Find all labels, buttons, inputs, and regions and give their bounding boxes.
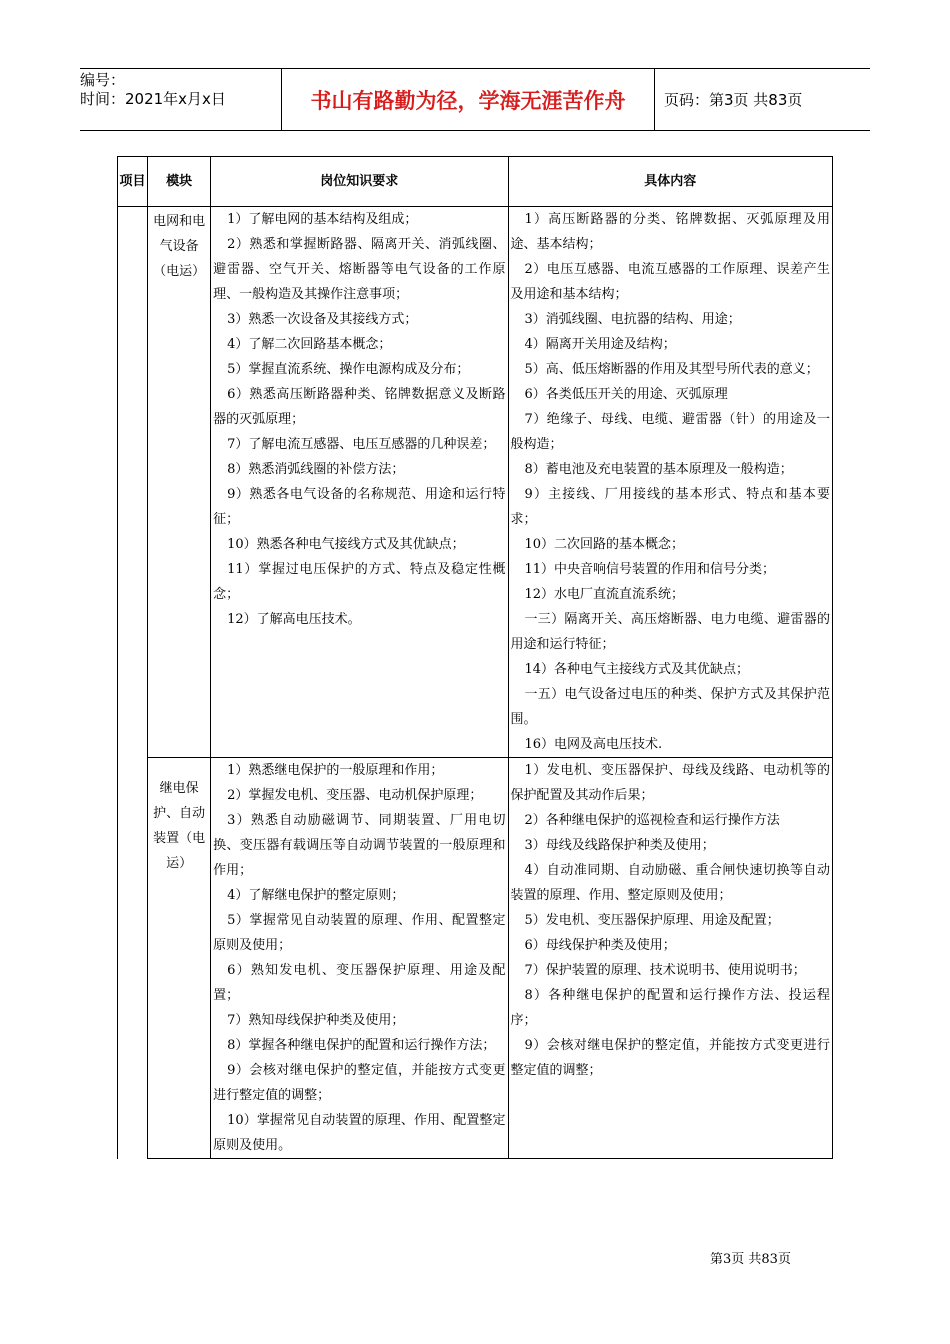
list-item: 16）电网及高电压技术. <box>524 737 663 752</box>
list-item: 2）电压互感器、电流互感器的工作原理、误差产生及用途和基本结构； <box>510 262 830 302</box>
list-item: 9）会核对继电保护的整定值，并能按方式变更进行整定值的调整； <box>510 1038 830 1078</box>
knowledge-table <box>117 156 833 1159</box>
header-page-label: 页码：第3页 共83页 <box>664 91 803 109</box>
list-item: 7）了解电流互感器、电压互感器的几种误差； <box>227 437 496 452</box>
list-item: 7）熟知母线保护种类及使用； <box>227 1013 405 1028</box>
list-item: 6）熟悉高压断路器种类、铭牌数据意义及断路器的灭弧原理； <box>213 387 506 427</box>
list-item: 4）了解继电保护的整定原则； <box>227 888 405 903</box>
list-item: 6）母线保护种类及使用； <box>524 938 676 953</box>
list-item: 6）各类低压开关的用途、灭弧原理 <box>524 387 728 402</box>
list-item: 3）消弧线圈、电抗器的结构、用途； <box>524 312 741 327</box>
list-item: 11）掌握过电压保护的方式、特点及稳定性概念； <box>213 562 506 602</box>
list-item: 4）隔离开关用途及结构； <box>524 337 676 352</box>
list-item: 10）掌握常见自动装置的原理、作用、配置整定原则及使用。 <box>213 1113 506 1153</box>
table-header-row <box>118 157 833 207</box>
time-label: 时间：2021年x月x日 <box>80 90 226 108</box>
column-header-item: 项目 <box>118 157 148 207</box>
list-item: 一五）电气设备过电压的种类、保护方式及其保护范围。 <box>510 687 830 727</box>
list-item: 7）绝缘子、母线、电缆、避雷器（针）的用途及一般构造； <box>510 412 830 452</box>
list-item: 10）二次回路的基本概念； <box>524 537 685 552</box>
details-cell <box>508 207 832 758</box>
page-header <box>80 68 870 131</box>
page-footer: 第3页 共83页 <box>710 1252 791 1267</box>
list-item: 11）中央音响信号装置的作用和信号分类； <box>524 562 776 577</box>
list-item: 1）发电机、变压器保护、母线及线路、电动机等的保护配置及其动作后果； <box>510 763 830 803</box>
list-item: 12）了解高电压技术。 <box>227 612 361 627</box>
list-item: 8）掌握各种继电保护的配置和运行操作方法； <box>227 1038 496 1053</box>
list-item: 1）了解电网的基本结构及组成； <box>227 212 418 227</box>
list-item: 5）掌握直流系统、操作电源构成及分布； <box>227 362 470 377</box>
list-item: 3）熟悉自动励磁调节、同期装置、厂用电切换、变压器有载调压等自动调节装置的一般原理和作用； <box>213 813 506 878</box>
list-item: 7）保护装置的原理、技术说明书、使用说明书； <box>524 963 806 978</box>
list-item: 9）会核对继电保护的整定值，并能按方式变更进行整定值的调整； <box>213 1063 506 1103</box>
item-cell <box>118 207 148 1159</box>
details-cell <box>508 758 832 1159</box>
list-item: 4）自动准同期、自动励磁、重合闸快速切换等自动装置的原理、作用、整定原则及使用； <box>510 863 830 903</box>
header-motto: 书山有路勤为径，学海无涯苦作舟 <box>310 88 626 113</box>
list-item: 3）母线及线路保护种类及使用； <box>524 838 715 853</box>
list-item: 2）各种继电保护的巡视检查和运行操作方法 <box>524 813 780 828</box>
column-header-details: 具体内容 <box>508 157 832 207</box>
requirements-cell <box>211 758 508 1159</box>
list-item: 8）熟悉消弧线圈的补偿方法； <box>227 462 405 477</box>
list-item: 3）熟悉一次设备及其接线方式； <box>227 312 418 327</box>
module-cell: 电网和电气设备（电运） <box>148 207 211 758</box>
header-meta <box>80 69 280 132</box>
module-cell: 继电保护、自动装置（电运） <box>148 758 211 1159</box>
list-item: 8）蓄电池及充电装置的基本原理及一般构造； <box>524 462 793 477</box>
list-item: 9）熟悉各电气设备的名称规范、用途和运行特征； <box>213 487 506 527</box>
list-item: 9）主接线、厂用接线的基本形式、特点和基本要求； <box>510 487 830 527</box>
number-label: 编号： <box>80 71 126 89</box>
table-row <box>118 207 833 758</box>
list-item: 14）各种电气主接线方式及其优缺点； <box>524 662 750 677</box>
list-item: 4）了解二次回路基本概念； <box>227 337 392 352</box>
list-item: 2）掌握发电机、变压器、电动机保护原理； <box>227 788 483 803</box>
list-item: 5）高、低压熔断器的作用及其型号所代表的意义； <box>524 362 819 377</box>
table-row <box>118 758 833 1159</box>
list-item: 12）水电厂直流直流系统； <box>524 587 685 602</box>
list-item: 5）掌握常见自动装置的原理、作用、配置整定原则及使用； <box>213 913 506 953</box>
requirements-cell <box>211 207 508 758</box>
header-divider <box>654 69 655 130</box>
list-item: 8）各种继电保护的配置和运行操作方法、投运程序； <box>510 988 830 1028</box>
list-item: 1）熟悉继电保护的一般原理和作用； <box>227 763 444 778</box>
list-item: 5）发电机、变压器保护原理、用途及配置； <box>524 913 780 928</box>
list-item: 2）熟悉和掌握断路器、隔离开关、消弧线圈、避雷器、空气开关、熔断器等电气设备的工作原理、一般构造及其操作注意事项； <box>213 237 506 302</box>
list-item: 10）熟悉各种电气接线方式及其优缺点； <box>227 537 465 552</box>
list-item: 1）高压断路器的分类、铭牌数据、灭弧原理及用途、基本结构； <box>510 212 830 252</box>
list-item: 6）熟知发电机、变压器保护原理、用途及配置； <box>213 963 506 1003</box>
column-header-requirements: 岗位知识要求 <box>211 157 508 207</box>
list-item: 一三）隔离开关、高压熔断器、电力电缆、避雷器的用途和运行特征； <box>510 612 830 652</box>
column-header-module: 模块 <box>148 157 211 207</box>
